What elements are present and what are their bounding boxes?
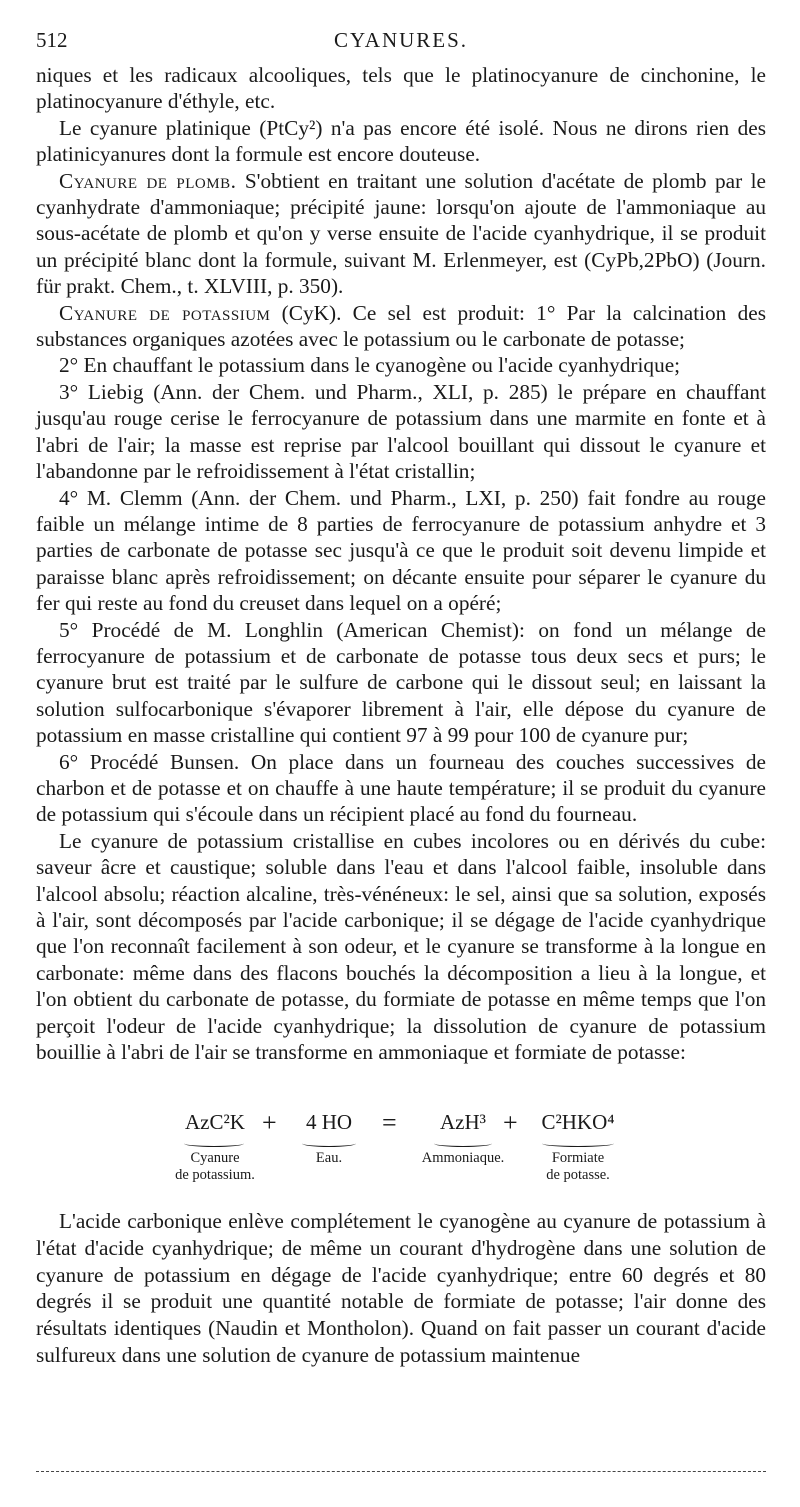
paragraph: niques et les radicaux alcooliques, tels que le platinocyanure de cinchonine, le platinocyanure d'éthyle, etc.	[36, 63, 766, 114]
paragraph: L'acide carbonique enlève complétement le cyanogène au cyanure de potassium à l'état d'acide cyanhydrique; de même un courant d'hydrogène dans une solution de cyanure de potassium en dégage de l'acide cyanhydrique; entre 60 degrés et 80 degrés il se produit une quantité notable de formiate de potasse; l'air donne des résultats identiques (Naudin et Montholon). Quand on fait passer un courant d'acide sulfureux dans une solution de cyanure de potassium maintenue	[36, 1209, 766, 1367]
plus-operator: +	[262, 1108, 277, 1137]
paragraph: 3° Liebig (Ann. der Chem. und Pharm., XLI, p. 285) le prépare en chauffant jusqu'au rouge cerise le ferrocyanure de potassium dans une marmite en fonte et à l'abri de l'air; la masse est reprise par l'alcool bouillant qui dissout le cyanure et l'abandonne par le refroidissement à l'état cristallin;	[36, 379, 766, 484]
main-text-block	[36, 62, 766, 1065]
running-title: CYANURES.	[333, 28, 469, 52]
equation-term-label: Ammoniaque.	[421, 1150, 505, 1166]
equals-operator: =	[382, 1108, 397, 1137]
equation-term-label: Formiate de potasse.	[546, 1150, 610, 1183]
plus-operator: +	[503, 1108, 518, 1137]
paragraph: 5° Procédé de M. Longhlin (American Chemist): on fond un mélange de ferrocyanure de potassium et de carbonate de potasse tous deux secs et purs; le cyanure brut est traité par le sulfure de carbone qui le dissout seul; en laissant la solution sulfocarbonique s'évaporer librement à l'air, elle dépose du cyanure de potassium en masse cristalline qui contient 97 à 99 pour 100 de cyanure pur;	[36, 617, 766, 748]
equation-term-label: Cyanure de potassium.	[175, 1150, 255, 1183]
paragraph-cyanure-de-potassium	[36, 300, 766, 353]
paragraph-cyanure-de-plomb	[36, 168, 766, 300]
underbrace	[184, 1140, 244, 1147]
paragraph-text: (CyK). Ce sel est produit: 1° Par la calcination des substances organiques azotées avec le potassium ou le carbonate de potasse;	[36, 300, 766, 352]
running-header	[36, 28, 766, 56]
equation-term-formula: 4 HO	[305, 1110, 353, 1134]
bottom-rule	[36, 1471, 766, 1472]
equation-term-formula: C²HKO⁴	[541, 1110, 615, 1134]
paragraph: 2° En chauffant le potassium dans le cyanogène ou l'acide cyanhydrique;	[59, 353, 681, 378]
underbrace	[434, 1140, 492, 1147]
paragraph-text: S'obtient en traitant une solution d'acétate de plomb par le cyanhydrate d'ammoniaque; précipité jaune: lorsqu'on ajoute de l'ammoniaque au sous-acétate de plomb et qu'on y verse ensuite de l'acide cyanhydrique, il se produit un précipité blanc dont la formule, suivant M. Erlenmeyer, est (CyPb,2PbO) (Journ. für prakt. Chem., t. XLVIII, p. 350).	[36, 168, 767, 299]
equation-term-label: Eau.	[315, 1150, 343, 1166]
chemical-equation	[0, 1110, 800, 1190]
paragraph: Le cyanure platinique (PtCy²) n'a pas encore été isolé. Nous ne dirons rien des platinicyanures dont la formule est encore douteuse.	[36, 115, 766, 167]
paragraph: Le cyanure de potassium cristallise en cubes incolores ou en dérivés du cube: saveur âcre et caustique; soluble dans l'eau et dans l'alcool faible, insoluble dans l'alcool absolu; réaction alcaline, très-vénéneux: le sel, ainsi que sa solution, exposés à l'air, sont décomposés par l'acide carbonique; il se dégage de l'acide cyanhydrique que l'on reconnaît facilement à son odeur, et le cyanure se transforme à la longue en carbonate: même dans des flacons bouchés la décomposition a lieu à la longue, et l'on obtient du carbonate de potasse, du formiate de potasse en même temps que l'on perçoit l'odeur de l'acide cyanhydrique; la dissolution de cyanure de potassium bouillie à l'abri de l'air se transforme en ammoniaque et formiate de potasse:	[36, 828, 766, 1065]
equation-term-formula: AzC²K	[185, 1110, 245, 1134]
underbrace	[542, 1140, 614, 1147]
paragraph: 4° M. Clemm (Ann. der Chem. und Pharm., LXI, p. 250) fait fondre au rouge faible un mélange intime de 8 parties de ferrocyanure de potassium anhydre et 3 parties de carbonate de potasse sec jusqu'à ce que le produit soit devenu limpide et paraisse blanc après refroidissement; on décante ensuite pour séparer le cyanure du fer qui reste au fond du creuset dans lequel on a opéré;	[36, 485, 766, 616]
paragraph: 6° Procédé Bunsen. On place dans un fourneau des couches successives de charbon et de potasse et on chauffe à une haute température; il se produit du cyanure de potassium qui s'écoule dans un récipient placé au fond du fourneau.	[36, 749, 766, 827]
page-number: 512	[36, 28, 68, 52]
equation-term-formula: AzH³	[440, 1110, 486, 1134]
underbrace	[302, 1140, 356, 1147]
section-heading: Cyanure de potassium	[59, 300, 271, 325]
section-heading: Cyanure de plomb.	[59, 168, 237, 193]
continuation-text-block	[36, 1208, 766, 1369]
